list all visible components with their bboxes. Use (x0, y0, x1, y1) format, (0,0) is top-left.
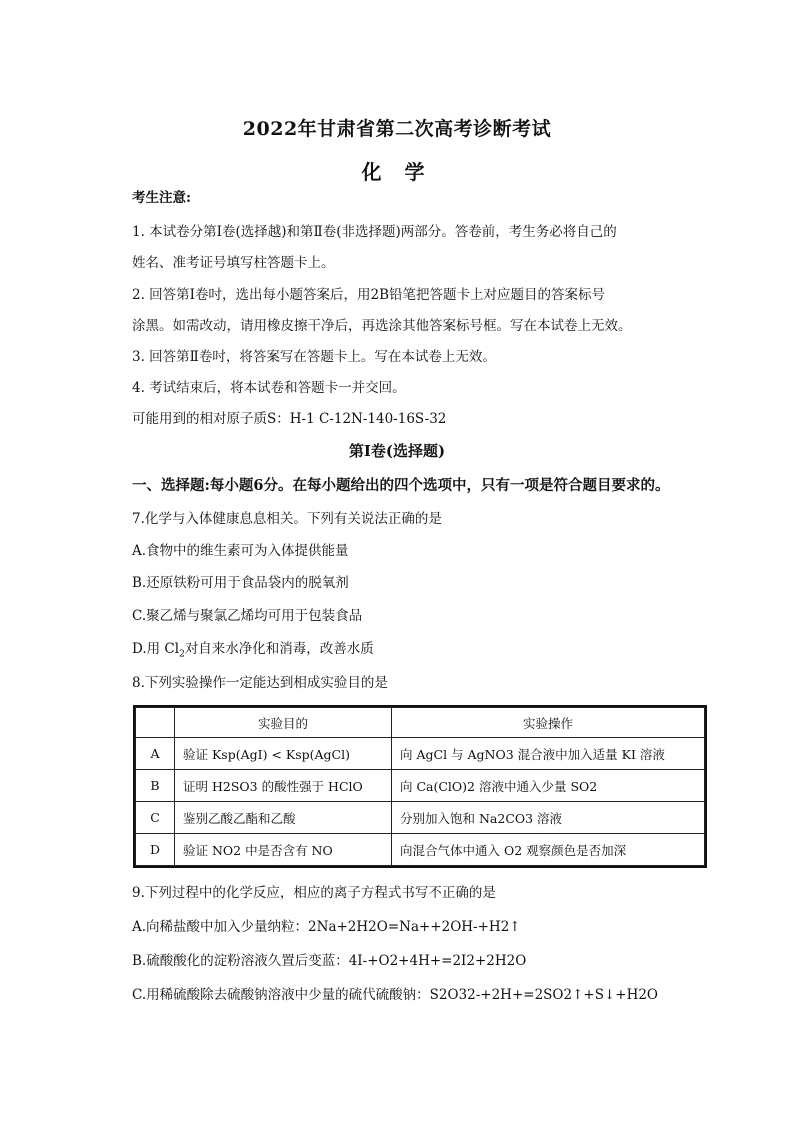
table-row (136, 738, 705, 770)
row-goal: 验证 NO2 中是否含有 NO (175, 834, 392, 866)
atomic-masses: 可能用到的相对原子质S：H-1 C-12N-140-16S-32 (132, 411, 447, 427)
row-goal: 鉴别乙酸乙酯和乙酸 (175, 802, 392, 834)
q8-table (133, 705, 707, 868)
q7-stem: 7.化学与入体健康息息相关。下列有关说法正确的是 (132, 511, 442, 527)
row-op: 向 AgCl 与 AgNO3 混合液中加入适量 KI 溶液 (392, 738, 705, 770)
row-label: D (136, 834, 175, 866)
table-row (136, 770, 705, 802)
row-label: C (136, 802, 175, 834)
table-row (136, 834, 705, 866)
q7-option-d (132, 637, 374, 660)
subject-title: 化 学 (361, 160, 433, 184)
q9-option-c: C.用稀硫酸除去硫酸钠溶液中少量的硫代硫酸钠：S2O32-+2H+=2SO2↑+S↓+H2O (132, 987, 658, 1003)
row-op: 分别加入饱和 Na2CO3 溶液 (392, 802, 705, 834)
notice-line: 2. 回答第Ⅰ卷吋，选出每小题答案后，用2B铅笔把答题卡上对应题目的答案标号 (132, 287, 606, 303)
q9-stem: 9.下列过程中的化学反应，相应的离子方程式书写不正确的是 (132, 885, 496, 901)
notice-line: 4. 考试结束后，将本试卷和答题卡一并交回。 (132, 380, 406, 396)
notice-line: 姓名、准考证号填写柱答题卡上。 (132, 255, 335, 271)
row-label: B (136, 770, 175, 802)
table-header-blank (136, 708, 175, 738)
table-header-op: 实验操作 (392, 708, 705, 738)
row-goal: 验证 Ksp(AgI) < Ksp(AgCl) (175, 738, 392, 770)
notice-line: 涂黑。如需改动，请用橡皮擦干净后，再选涂其他答案标号框。写在本试卷上无效。 (132, 318, 632, 334)
notice-line: 3. 回答第Ⅱ卷吋，将答案写在答题卡上。写在本试卷上无效。 (132, 349, 496, 365)
q7-d-subscript: 2 (179, 649, 185, 660)
q7-option-a: A.食物中的维生素可为入体提供能量 (132, 543, 349, 559)
table-header-goal: 实验目的 (175, 708, 392, 738)
q9-option-a: A.向稀盐酸中加入少量纳粒：2Na+2H2O=Na++2OH-+H2↑ (132, 919, 521, 935)
table-row (136, 802, 705, 834)
notice-heading: 考生注意: (132, 190, 191, 206)
row-op: 向混合气体中通入 O2 观察颜色是否加深 (392, 834, 705, 866)
q9-option-b: B.硫酸酸化的淀粉溶液久置后变蓝：4I-+O2+4H+=2I2+2H2O (132, 953, 527, 969)
row-label: A (136, 738, 175, 770)
q7-d-prefix: D.用 Cl (132, 641, 180, 657)
q8-stem: 8.下列实验操作一定能达到相成实验目的是 (132, 675, 388, 691)
section-title: 第Ⅰ卷(选择题) (348, 442, 446, 460)
notice-line: 1. 本试卷分第Ⅰ卷(选择越)和第Ⅱ卷(非选择题)两部分。答卷前，考生务必将自己的 (132, 224, 617, 240)
part-title: 一、选择题:每小题6分。在每小题给出的四个选项中，只有一项是符合题目要求的。 (132, 477, 670, 494)
q7-d-suffix: 对自来水净化和消毒，改善水质 (184, 641, 374, 657)
row-op: 向 Ca(ClO)2 溶液中通入少量 SO2 (392, 770, 705, 802)
q7-option-c: C.聚乙烯与聚氯乙烯均可用于包装食品 (132, 608, 363, 624)
q7-option-b: B.还原铁粉可用于食品袋内的脱氧剂 (132, 575, 349, 591)
exam-title: 2022年甘肃省第二次高考诊断考试 (242, 118, 552, 140)
row-goal: 证明 H2SO3 的酸性强于 HClO (175, 770, 392, 802)
